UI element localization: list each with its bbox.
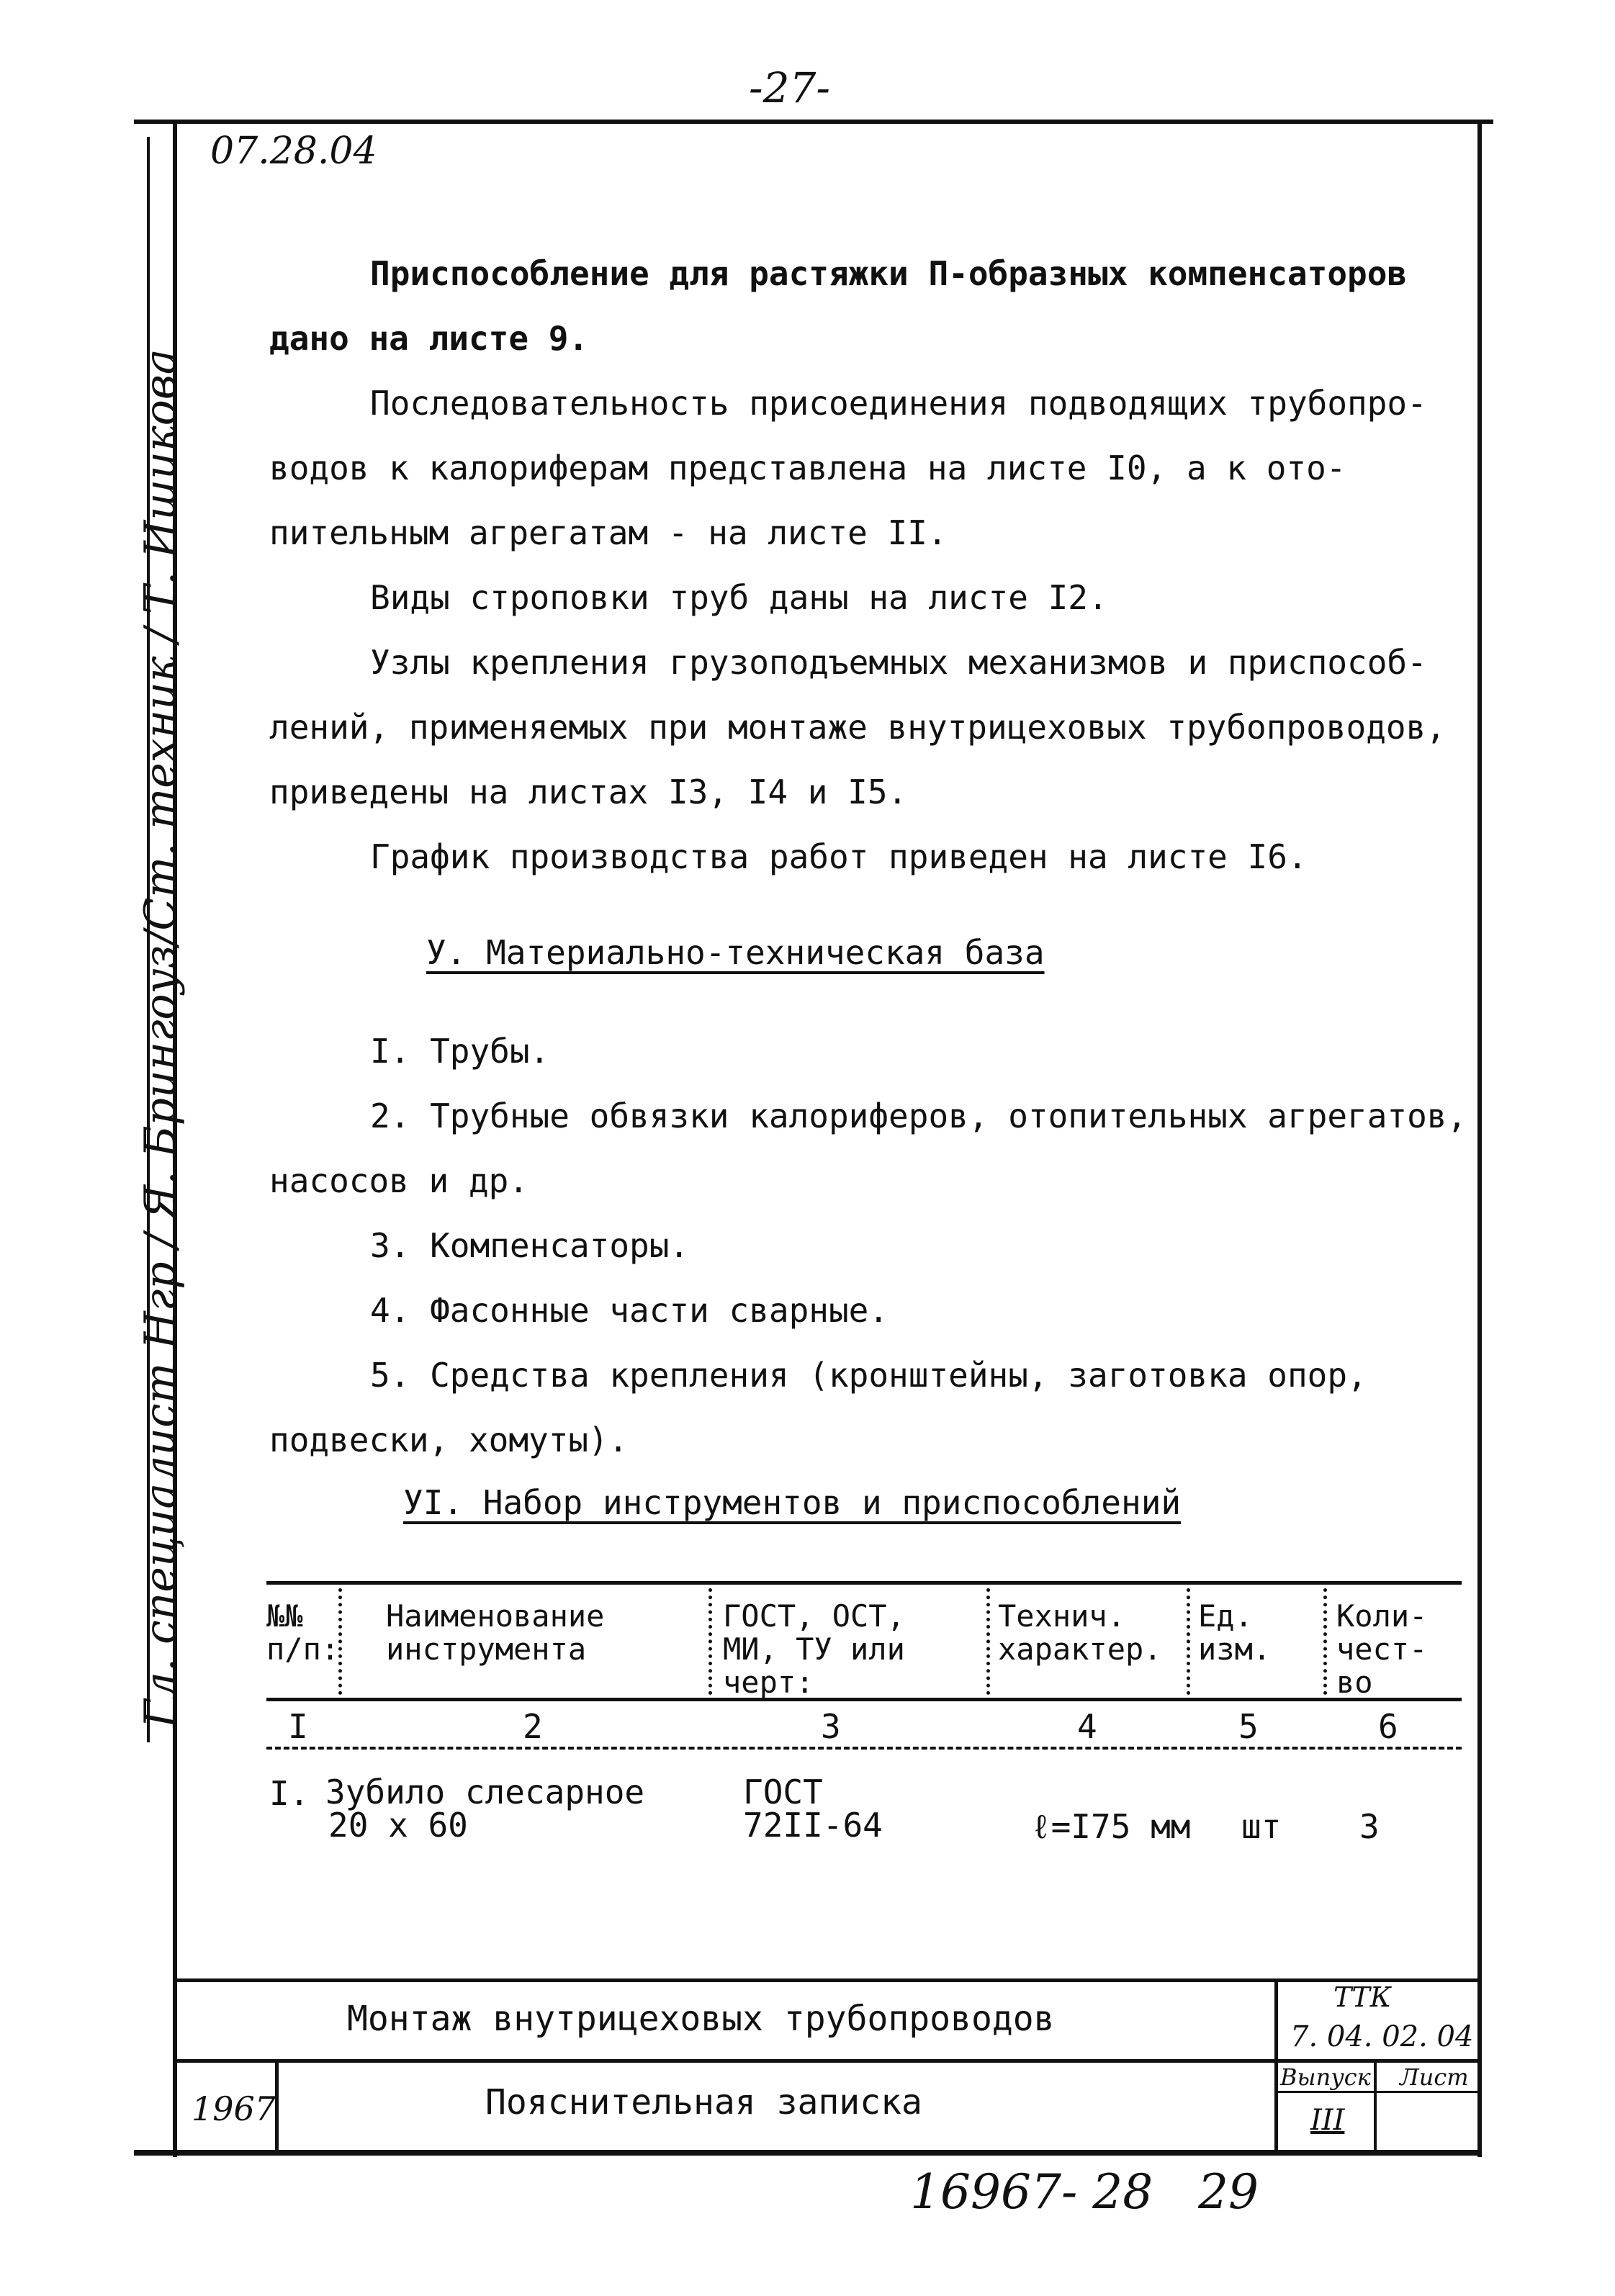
stamp-sheet-label: Лист bbox=[1400, 2063, 1469, 2091]
stamp-subtitle: Пояснительная записка bbox=[485, 2082, 922, 2122]
header-line: во bbox=[1336, 1665, 1373, 1700]
header-line: п/п: bbox=[266, 1631, 340, 1667]
table-top-rule bbox=[266, 1581, 1462, 1585]
section6-title: УI. Набор инструментов и приспособлений bbox=[403, 1483, 1182, 1522]
section5-item: подвески, хомуты). bbox=[269, 1421, 629, 1459]
name-line: Зубило слесарное bbox=[325, 1773, 645, 1811]
header-line: изм. bbox=[1198, 1631, 1272, 1667]
table-header-tech bbox=[998, 1600, 1162, 1666]
stamp-mid-rule bbox=[173, 2059, 1480, 2063]
table-header-name bbox=[386, 1600, 604, 1666]
table-header-gost bbox=[723, 1600, 905, 1699]
stamp-title: Монтаж внутрицеховых трубопроводов bbox=[347, 1999, 1055, 2039]
column-number: I bbox=[288, 1707, 308, 1746]
section5-item: 5. Средства крепления (кронштейны, заготовка опор, bbox=[370, 1356, 1367, 1395]
table-header-qty bbox=[1336, 1600, 1427, 1699]
header-line: Коли- bbox=[1336, 1598, 1428, 1634]
paragraph-line: водов к калориферам представлена на листе I0, а к ото- bbox=[269, 449, 1346, 487]
stamp-section-value: III bbox=[1310, 2104, 1345, 2137]
paragraph-line: пительным агрегатам - на листе II. bbox=[269, 513, 948, 552]
paragraph-line: лений, применяемых при монтаже внутрицеховых трубопроводов, bbox=[269, 708, 1446, 747]
frame-top bbox=[134, 120, 1493, 124]
section5-item: 3. Компенсаторы. bbox=[370, 1226, 690, 1265]
stamp-section-label: Выпуск bbox=[1280, 2063, 1371, 2091]
gost-line: 72II-64 bbox=[743, 1806, 883, 1845]
paragraph-line: дано на листе 9. bbox=[269, 319, 589, 358]
header-line: Технич. bbox=[998, 1598, 1126, 1634]
column-divider bbox=[1323, 1588, 1327, 1695]
header-line: №№ bbox=[266, 1598, 303, 1634]
header-line: чест- bbox=[1336, 1631, 1428, 1667]
table-header-unit bbox=[1198, 1600, 1271, 1666]
paragraph-line: Узлы крепления грузоподъемных механизмов и приспособ- bbox=[370, 643, 1427, 682]
stamp-label-rule bbox=[1274, 2091, 1479, 2093]
header-line: инструмента bbox=[386, 1631, 587, 1667]
footer-code: 16967- 28 bbox=[910, 2164, 1153, 2220]
column-number: 5 bbox=[1238, 1707, 1259, 1746]
paragraph-line: Приспособление для растяжки П-образных компенсаторов bbox=[370, 254, 1408, 293]
header-line: Наименование bbox=[386, 1598, 605, 1634]
paragraph-line: Последовательность присоединения подводящих трубопро- bbox=[370, 384, 1427, 423]
column-number: 6 bbox=[1378, 1707, 1398, 1746]
paragraph-line: График производства работ приведен на листе I6. bbox=[370, 837, 1308, 876]
stamp-sheet-divider bbox=[1374, 2059, 1377, 2153]
header-line: черт: bbox=[723, 1665, 814, 1700]
header-line: Ед. bbox=[1198, 1598, 1253, 1634]
gost-line: ГОСТ bbox=[743, 1773, 823, 1811]
table-number-rule bbox=[266, 1747, 1462, 1750]
table-row-tech: ℓ=I75 мм bbox=[1031, 1807, 1191, 1846]
doc-code: 07.28.04 bbox=[210, 130, 377, 173]
margin-signatures: Гл. специалист Нгр / Я. Брингоуз/Ст. техник / Т. Ишикова bbox=[135, 348, 186, 1728]
frame-bottom bbox=[134, 2150, 1482, 2156]
column-divider bbox=[986, 1588, 990, 1695]
column-number: 4 bbox=[1077, 1707, 1097, 1746]
table-row-qty: 3 bbox=[1359, 1807, 1380, 1846]
paragraph-line: Виды строповки труб даны на листе I2. bbox=[370, 578, 1108, 617]
column-divider bbox=[708, 1588, 712, 1695]
header-line: ГОСТ, ОСТ, bbox=[723, 1598, 905, 1634]
header-line: МИ, ТУ или bbox=[723, 1631, 905, 1667]
stamp-ttk-code: 7. 04. 02. 04 bbox=[1290, 2020, 1474, 2053]
section5-item: 2. Трубные обвязки калориферов, отопительных агрегатов, bbox=[370, 1097, 1467, 1135]
column-number: 3 bbox=[821, 1707, 841, 1746]
section5-item: 4. Фасонные части сварные. bbox=[370, 1291, 889, 1330]
paragraph-line: приведены на листах I3, I4 и I5. bbox=[269, 773, 908, 811]
footer-page: 29 bbox=[1198, 2164, 1259, 2220]
section5-item: I. Трубы. bbox=[370, 1032, 550, 1071]
stamp-ttk: ТТК bbox=[1333, 1981, 1392, 2013]
table-header-num bbox=[266, 1600, 339, 1666]
stamp-year: 1967 bbox=[192, 2089, 276, 2128]
column-number: 2 bbox=[523, 1707, 543, 1746]
name-line: 20 х 60 bbox=[328, 1806, 468, 1845]
table-row-unit: шт bbox=[1241, 1807, 1282, 1846]
header-line: характер. bbox=[998, 1631, 1162, 1667]
table-row-num: I. bbox=[269, 1774, 310, 1813]
table-row-name bbox=[325, 1773, 645, 1845]
stamp-top-rule bbox=[173, 1978, 1480, 1982]
section5-item: насосов и др. bbox=[269, 1161, 529, 1200]
stamp-right-divider bbox=[1274, 1978, 1278, 2153]
column-divider bbox=[1187, 1588, 1190, 1695]
page-number: -27- bbox=[749, 63, 830, 112]
section5-title: У. Материально-техническая база bbox=[426, 933, 1045, 972]
frame-right bbox=[1477, 120, 1482, 2157]
table-row-gost bbox=[743, 1773, 883, 1845]
